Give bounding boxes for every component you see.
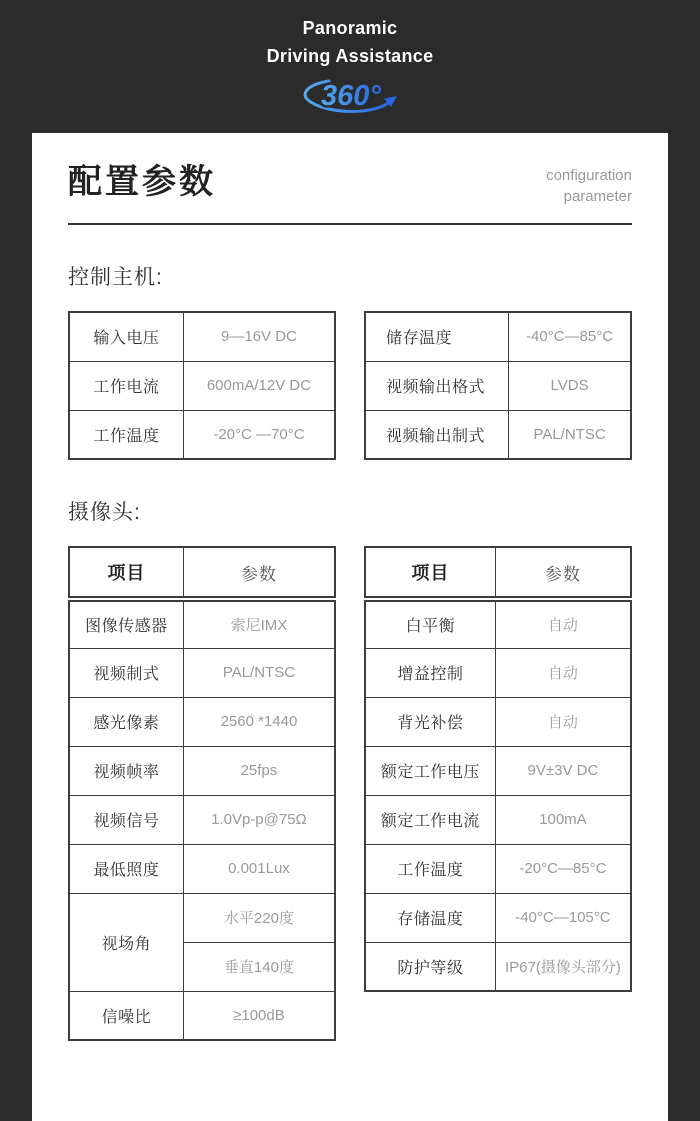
spec-label: 视频帧率 [69, 746, 183, 795]
spec-value: 1.0Vp-p@75Ω [183, 795, 335, 844]
column-header-param: 参数 [495, 547, 631, 599]
table-row [365, 844, 631, 893]
camera-left-table [68, 546, 336, 1041]
card-title-row [68, 160, 632, 207]
table-row [69, 599, 335, 648]
table-row [365, 312, 631, 361]
table-row [365, 648, 631, 697]
spec-label: 背光补偿 [365, 697, 495, 746]
banner-title-line2: Driving Assistance [266, 46, 434, 66]
title-divider [68, 223, 632, 225]
spec-value: LVDS [509, 361, 631, 410]
spec-label: 工作电流 [69, 361, 183, 410]
spec-label: 视频信号 [69, 795, 183, 844]
table-row [69, 795, 335, 844]
column-header-param: 参数 [183, 547, 335, 599]
subtitle-line1: configuration [546, 167, 632, 184]
spec-value: IP67(摄像头部分) [495, 942, 631, 991]
spec-card [32, 133, 668, 1121]
spec-label: 信噪比 [69, 991, 183, 1040]
spec-label: 增益控制 [365, 648, 495, 697]
spec-label: 视频输出制式 [365, 410, 509, 459]
spec-label: 视频制式 [69, 648, 183, 697]
spec-value: 自动 [495, 599, 631, 648]
spec-value: -40°C—85°C [509, 312, 631, 361]
360-rotation-icon [296, 73, 404, 121]
table-row [365, 795, 631, 844]
table-row [365, 746, 631, 795]
host-right-table [364, 311, 632, 460]
spec-value: 600mA/12V DC [183, 361, 335, 410]
spec-value: -40°C—105°C [495, 893, 631, 942]
spec-label: 存储温度 [365, 893, 495, 942]
spec-label-fov: 视场角 [69, 893, 183, 991]
table-row [69, 410, 335, 459]
table-row [69, 697, 335, 746]
spec-label: 储存温度 [365, 312, 509, 361]
section-label-camera: 摄像头: [68, 501, 141, 524]
table-row [365, 361, 631, 410]
spec-value: PAL/NTSC [183, 648, 335, 697]
spec-label: 感光像素 [69, 697, 183, 746]
spec-value: -20°C—85°C [495, 844, 631, 893]
spec-value: 100mA [495, 795, 631, 844]
spec-label: 额定工作电压 [365, 746, 495, 795]
spec-value: 25fps [183, 746, 335, 795]
section-label-host: 控制主机: [68, 266, 163, 289]
table-row [69, 312, 335, 361]
spec-value: 9—16V DC [183, 312, 335, 361]
spec-value: -20°C —70°C [183, 410, 335, 459]
spec-value-fov-horizontal: 水平220度 [183, 893, 335, 942]
top-banner [0, 0, 700, 121]
table-row [365, 410, 631, 459]
spec-label: 防护等级 [365, 942, 495, 991]
table-row [69, 991, 335, 1040]
spec-value: ≥100dB [183, 991, 335, 1040]
logo-360-container [0, 73, 700, 121]
spec-value: PAL/NTSC [509, 410, 631, 459]
table-row [365, 599, 631, 648]
host-left-table [68, 311, 336, 460]
spec-label: 最低照度 [69, 844, 183, 893]
camera-tables-row [68, 546, 632, 1041]
column-header-item: 项目 [365, 547, 495, 599]
spec-label: 额定工作电流 [365, 795, 495, 844]
table-header-row [365, 547, 631, 599]
table-row [365, 893, 631, 942]
spec-value: 0.001Lux [183, 844, 335, 893]
table-row [365, 697, 631, 746]
spec-label: 视频输出格式 [365, 361, 509, 410]
spec-value: 自动 [495, 697, 631, 746]
table-row [69, 746, 335, 795]
column-header-item: 项目 [69, 547, 183, 599]
table-row [69, 844, 335, 893]
subtitle-line2: parameter [563, 188, 632, 205]
table-row [69, 361, 335, 410]
page-subtitle [546, 160, 632, 207]
table-row [69, 648, 335, 697]
spec-value: 自动 [495, 648, 631, 697]
camera-right-table [364, 546, 632, 992]
banner-title-line1: Panoramic [302, 18, 398, 38]
spec-value-fov-vertical: 垂直140度 [183, 942, 335, 991]
table-row [365, 942, 631, 991]
host-tables-row [68, 311, 632, 460]
spec-value: 2560 *1440 [183, 697, 335, 746]
spec-label: 工作温度 [69, 410, 183, 459]
page-title: 配置参数 [68, 163, 216, 201]
spec-label: 图像传感器 [69, 599, 183, 648]
spec-label: 工作温度 [365, 844, 495, 893]
table-header-row [69, 547, 335, 599]
logo-360-text: 360° [321, 80, 381, 112]
table-row-fov [69, 893, 335, 942]
spec-value: 索尼IMX [183, 599, 335, 648]
spec-label: 输入电压 [69, 312, 183, 361]
spec-value: 9V±3V DC [495, 746, 631, 795]
spec-label: 白平衡 [365, 599, 495, 648]
